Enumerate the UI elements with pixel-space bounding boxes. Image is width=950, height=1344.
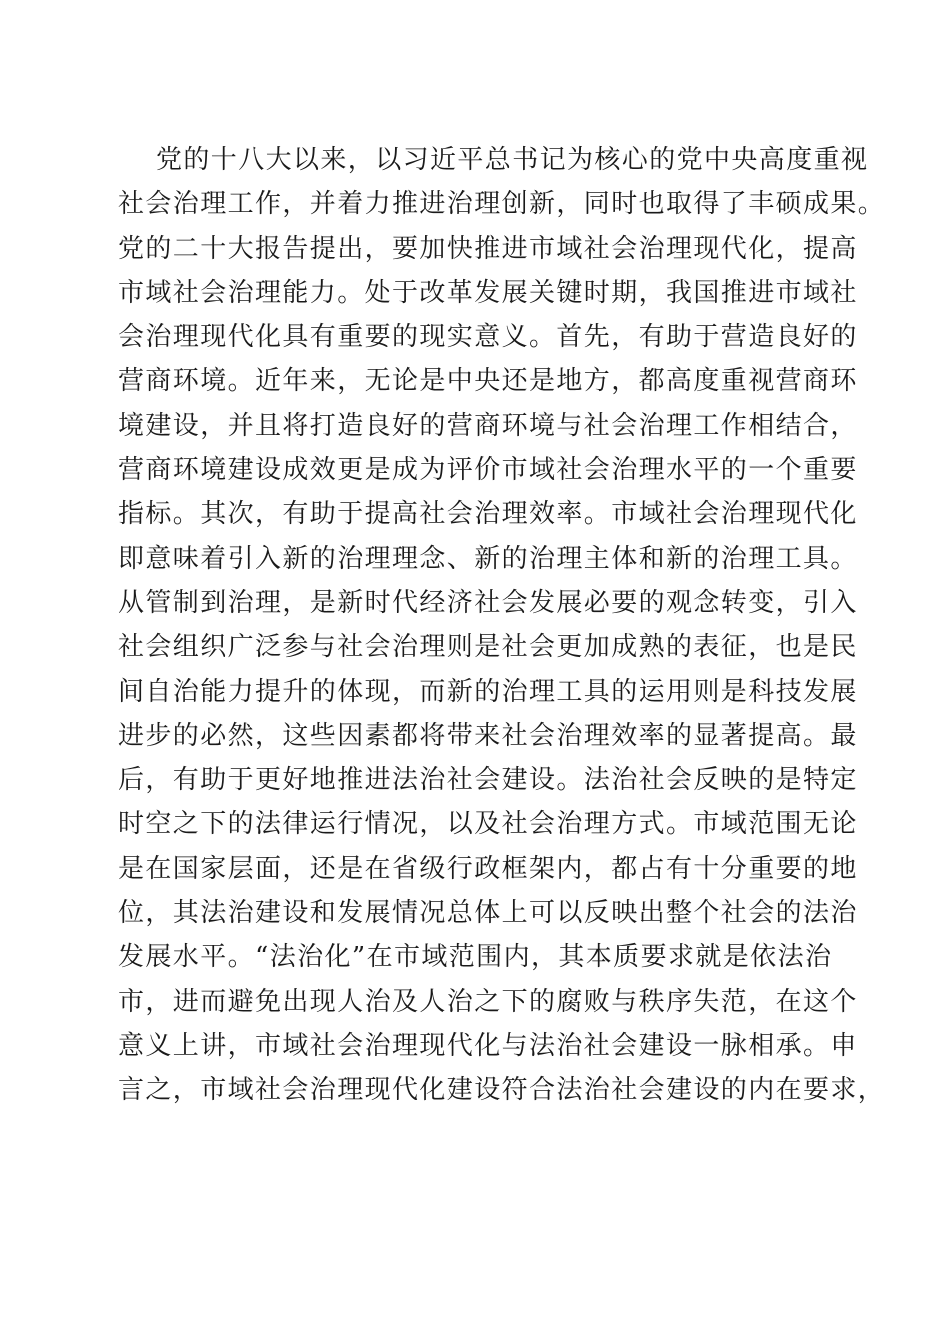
paragraph-line: 意义上讲，市域社会治理现代化与法治社会建设一脉相承。申: [118, 1030, 858, 1061]
paragraph-line: 进步的必然，这些因素都将带来社会治理效率的显著提高。最: [118, 720, 858, 751]
paragraph-line: 言之，市域社会治理现代化建设符合法治社会建设的内在要求，: [118, 1075, 886, 1106]
paragraph-line: 党的十八大以来，以习近平总书记为核心的党中央高度重视: [156, 145, 869, 175]
paragraph-line: 市，进而避免出现人治及人治之下的腐败与秩序失范，在这个: [118, 986, 858, 1017]
paragraph-line: 社会组织广泛参与社会治理则是社会更加成熟的表征，也是民: [118, 632, 858, 663]
paragraph-line: 位，其法治建设和发展情况总体上可以反映出整个社会的法治: [118, 898, 858, 929]
paragraph-line: 社会治理工作，并着力推进治理创新，同时也取得了丰硕成果。: [118, 189, 886, 220]
paragraph-line: 会治理现代化具有重要的现实意义。首先，有助于营造良好的: [118, 322, 858, 353]
paragraph-line: 从管制到治理，是新时代经济社会发展必要的观念转变，引入: [118, 587, 858, 618]
paragraph-line: 是在国家层面，还是在省级行政框架内，都占有十分重要的地: [118, 853, 858, 884]
paragraph-line: 时空之下的法律运行情况，以及社会治理方式。市域范围无论: [118, 809, 858, 840]
paragraph-line: 后，有助于更好地推进法治社会建设。法治社会反映的是特定: [118, 765, 858, 796]
paragraph-line: 指标。其次，有助于提高社会治理效率。市域社会治理现代化: [118, 499, 858, 530]
paragraph-line: 间自治能力提升的体现，而新的治理工具的运用则是科技发展: [118, 676, 858, 707]
body-paragraph: [118, 138, 886, 1113]
paragraph-line: 营商环境建设成效更是成为评价市域社会治理水平的一个重要: [118, 455, 858, 486]
paragraph-line: 市域社会治理能力。处于改革发展关键时期，我国推进市域社: [118, 277, 858, 308]
paragraph-line: 党的二十大报告提出，要加快推进市域社会治理现代化，提高: [118, 233, 858, 264]
paragraph-line: 境建设，并且将打造良好的营商环境与社会治理工作相结合，: [118, 410, 858, 441]
paragraph-line: 营商环境。近年来，无论是中央还是地方，都高度重视营商环: [118, 366, 858, 397]
paragraph-line: 即意味着引入新的治理理念、新的治理主体和新的治理工具。: [118, 543, 858, 574]
paragraph-line: 发展水平。“法治化”在市域范围内，其本质要求就是依法治: [118, 942, 833, 973]
